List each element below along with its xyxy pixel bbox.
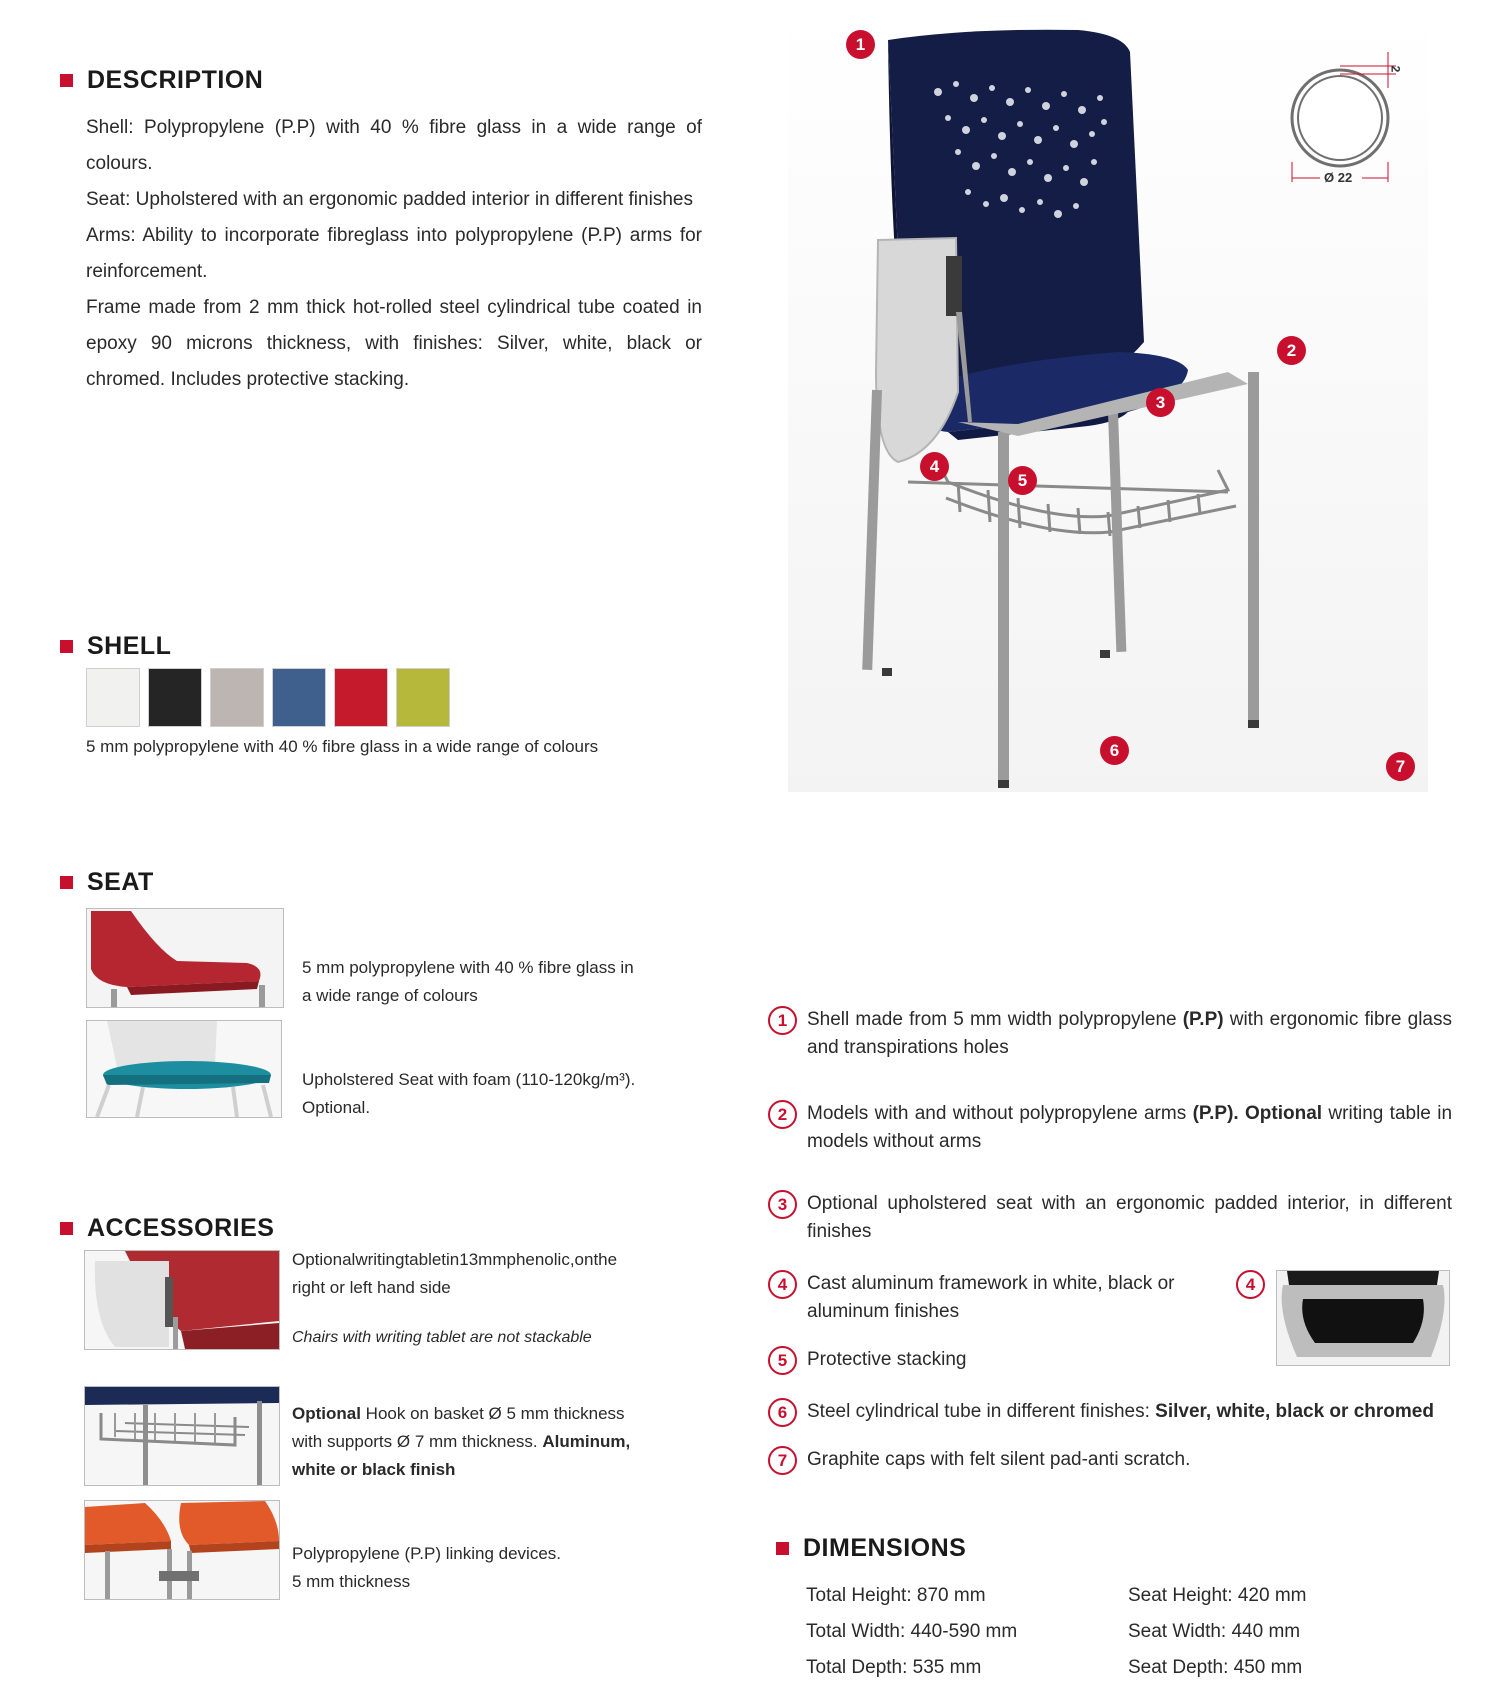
shell-swatch-green[interactable] xyxy=(396,668,450,727)
callout-6-badge[interactable]: 6 xyxy=(1100,736,1129,765)
dimensions-total xyxy=(806,1578,1017,1686)
frame-detail-badge-wrap xyxy=(1236,1270,1268,1299)
callout-4-badge[interactable]: 4 xyxy=(920,452,949,481)
linking-device-text: Polypropylene (P.P) linking devices. 5 mm thickness xyxy=(292,1544,561,1591)
description-shell: Shell: Polypropylene (P.P) with 40 % fibre glass in a wide range of colours. xyxy=(86,117,702,174)
shell-caption: 5 mm polypropylene with 40 % fibre glass in a wide range of colours xyxy=(86,737,599,756)
bullet-square-icon xyxy=(776,1542,789,1555)
seat-heading: SEAT xyxy=(60,868,154,897)
description-frame: Frame made from 2 mm thick hot-rolled steel cylindrical tube coated in epoxy 90 microns thickness, with finishes: Silver, white, black or chromed. Includes protective stacking. xyxy=(86,297,702,390)
feature-3: 3 Optional upholstered seat with an ergonomic padded interior, in different finishes xyxy=(768,1190,1452,1246)
bullet-square-icon xyxy=(60,1222,73,1235)
callout-1-badge[interactable]: 1 xyxy=(846,30,875,59)
feature-1-number: 1 xyxy=(768,1006,797,1035)
callout-3-badge[interactable]: 3 xyxy=(1146,388,1175,417)
feature-4-number: 4 xyxy=(768,1270,797,1299)
bullet-square-icon xyxy=(60,640,73,653)
feature-5-number: 5 xyxy=(768,1346,797,1375)
seat-upholstered-image xyxy=(86,1020,282,1118)
description-body xyxy=(86,110,702,398)
description-seat: Seat: Upholstered with an ergonomic padded interior in different finishes xyxy=(86,189,693,210)
aluminum-frame-image xyxy=(1276,1270,1450,1366)
callout-2-badge[interactable]: 2 xyxy=(1277,336,1306,365)
bullet-square-icon xyxy=(60,876,73,889)
feature-6: 6 Steel cylindrical tube in different finishes: Silver, white, black or chromed xyxy=(768,1398,1452,1427)
feature-2-number: 2 xyxy=(768,1100,797,1129)
seat-option-1-text: 5 mm polypropylene with 40 % fibre glass in a wide range of colours xyxy=(302,958,634,1005)
dimensions-seat xyxy=(1128,1578,1306,1686)
frame-detail-number: 4 xyxy=(1236,1270,1265,1299)
feature-5: 5 Protective stacking xyxy=(768,1346,1452,1375)
shell-swatch-blue[interactable] xyxy=(272,668,326,727)
seat-polypropylene-image xyxy=(86,908,284,1008)
shell-swatch-black[interactable] xyxy=(148,668,202,727)
feature-2: 2 Models with and without polypropylene arms (P.P). Optional writing table in models without arms xyxy=(768,1100,1452,1156)
feature-1: 1 Shell made from 5 mm width polypropylene (P.P) with ergonomic fibre glass and transpirations holes xyxy=(768,1006,1452,1062)
shell-swatch-grey[interactable] xyxy=(210,668,264,727)
shell-swatch-white[interactable] xyxy=(86,668,140,727)
linking-device-image xyxy=(84,1500,280,1600)
feature-3-number: 3 xyxy=(768,1190,797,1219)
seat-height: Seat Height: 420 mm xyxy=(1128,1585,1307,1606)
tube-diameter-label: Ø 22 xyxy=(1324,170,1353,185)
callout-5-badge[interactable]: 5 xyxy=(1008,466,1037,495)
shell-swatch-red[interactable] xyxy=(334,668,388,727)
shell-heading: SHELL xyxy=(60,632,171,661)
bullet-square-icon xyxy=(60,74,73,87)
dimensions-heading: DIMENSIONS xyxy=(776,1534,966,1563)
total-height: Total Height: 870 mm xyxy=(806,1585,986,1606)
total-depth: Total Depth: 535 mm xyxy=(806,1657,982,1678)
seat-width: Seat Width: 440 mm xyxy=(1128,1621,1301,1642)
feature-6-number: 6 xyxy=(768,1398,797,1427)
feature-7-number: 7 xyxy=(768,1446,797,1475)
seat-depth: Seat Depth: 450 mm xyxy=(1128,1657,1303,1678)
total-width: Total Width: 440-590 mm xyxy=(806,1621,1018,1642)
feature-7: 7 Graphite caps with felt silent pad-anti scratch. xyxy=(768,1446,1452,1475)
description-arms: Arms: Ability to incorporate fibreglass into polypropylene (P.P) arms for reinforcement. xyxy=(86,225,702,282)
feature-4: 4 Cast aluminum framework in white, black or aluminum finishes xyxy=(768,1270,1178,1326)
tablet-not-stackable-note: Chairs with writing tablet are not stackable xyxy=(292,1329,592,1346)
basket-image xyxy=(84,1386,280,1486)
callout-7-badge[interactable]: 7 xyxy=(1386,752,1415,781)
description-heading: DESCRIPTION xyxy=(60,66,263,95)
tube-thickness-label: 2 xyxy=(1388,65,1403,73)
seat-option-2-text: Upholstered Seat with foam (110-120kg/m³). Optional. xyxy=(302,1070,636,1117)
accessories-heading: ACCESSORIES xyxy=(60,1214,274,1243)
basket-text: Optional Hook on basket Ø 5 mm thickness with supports Ø 7 mm thickness. Aluminum, white or black finish xyxy=(292,1404,631,1479)
writing-tablet-image xyxy=(84,1250,280,1350)
writing-tablet-text: Optionalwritingtabletin13mmphenolic,onthe right or left hand side Chairs with writing tablet are not stackable xyxy=(292,1246,617,1352)
